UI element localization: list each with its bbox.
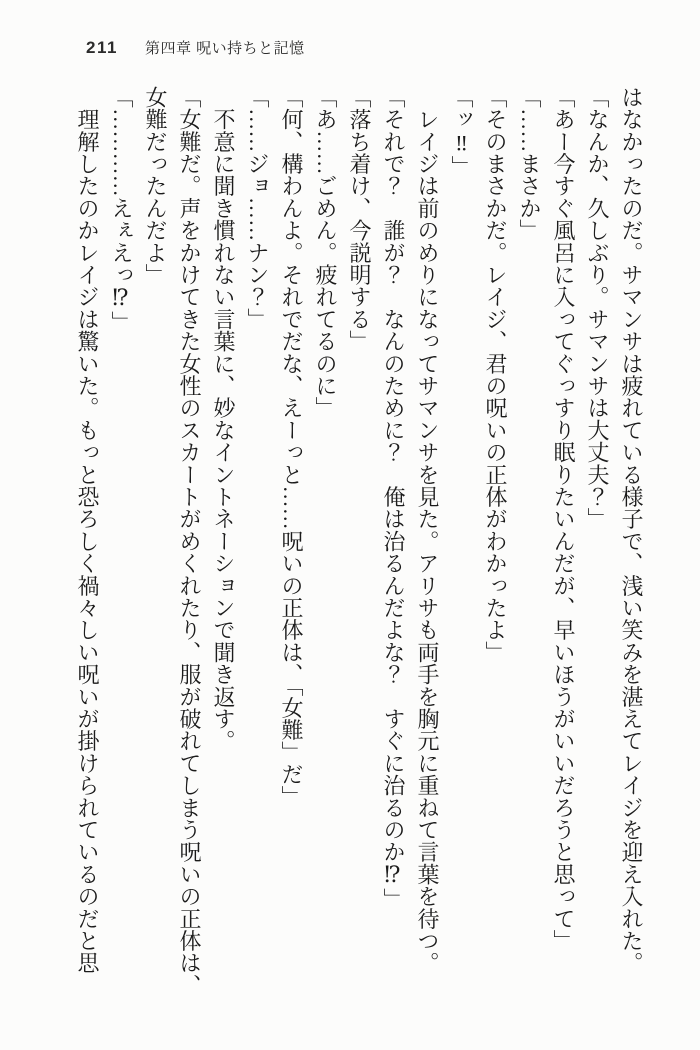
text-line: 「……ジョ……ナン？」 — [245, 86, 270, 331]
text-line: 「あ……ごめん。疲れてるのに」 — [313, 86, 338, 419]
page-number: 211 — [86, 38, 118, 57]
chapter-title: 第四章 呪い持ちと記憶 — [144, 40, 305, 57]
text-line: 女難だったんだよ」 — [143, 86, 168, 286]
text-line: 「あー今すぐ風呂に入ってぐっすり眠りたいんだが、早いほうがいいだろうと思って」 — [551, 86, 576, 952]
text-line: はなかったのだ。サマンサは疲れている様子で、浅い笑みを湛えてレイジを迎え入れた。 — [619, 86, 644, 975]
text-line: 不意に聞き慣れない言葉に、妙なイントネーションで聞き返す。 — [211, 86, 236, 752]
text-line: 「落ち着け、今説明する」 — [347, 86, 372, 353]
text-line: 「それで？ 誰が？ なんのために？ 俺は治るんだよな？ すぐに治るのか⁉」 — [381, 86, 406, 911]
text-line: 「ッ‼」 — [449, 86, 474, 178]
text-line: 「なんか、久しぶり。サマンサは大丈夫？」 — [585, 86, 610, 530]
vertical-text-block — [68, 86, 648, 1038]
text-line: レイジは前のめりになってサマンサを見た。アリサも両手を胸元に重ねて言葉を待つ。 — [415, 86, 440, 974]
text-line: 理解したのかレイジは驚いた。もっと恐ろしく禍々しい呪いが掛けられているのだと思 — [75, 86, 100, 974]
text-line: 「そのまさかだ。レイジ、君の呪いの正体がわかったよ」 — [483, 86, 508, 664]
page-header — [86, 37, 305, 58]
text-line: 「…………えぇえっ⁉」 — [109, 86, 134, 334]
text-line: 「女難だ。声をかけてきた女性のスカートがめくれたり、服が破れてしまう呪いの正体は、 — [177, 86, 202, 997]
text-line: 「……まさか」 — [517, 86, 542, 242]
text-line: 「何、構わんよ。それでだな、えーっと……呪いの正体は、「女難」だ」 — [279, 86, 304, 808]
